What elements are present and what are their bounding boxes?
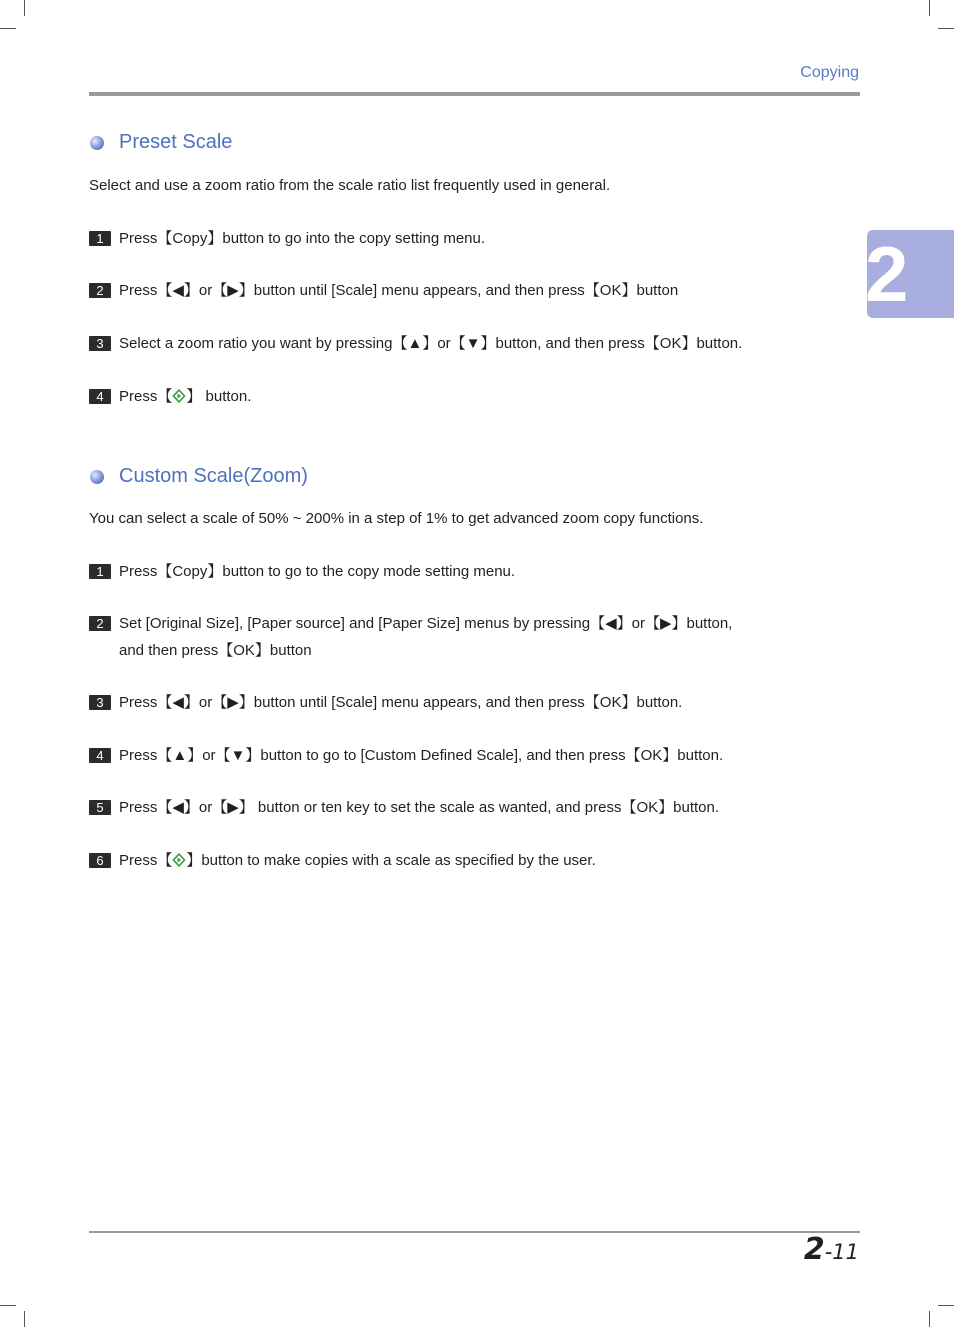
page-number-chapter: 2 (803, 1232, 825, 1267)
step-item (89, 277, 789, 304)
step-text: Select a zoom ratio you want by pressing【▲】or【▼】button, and then press【OK】button. (119, 335, 743, 352)
step-item (89, 330, 789, 357)
section-title-text: Preset Scale (119, 131, 233, 153)
start-icon (172, 853, 186, 867)
section-title-text: Custom Scale(Zoom) (119, 465, 308, 487)
page-number-page: -11 (824, 1240, 859, 1264)
step-number: 4 (89, 748, 111, 763)
step-text (119, 847, 596, 874)
step-item (89, 794, 789, 821)
start-icon (172, 389, 186, 403)
crop-mark (938, 28, 954, 29)
step-number: 1 (89, 231, 111, 246)
section-title-custom-scale (90, 465, 308, 488)
step-text: Press【◀】or【▶】button until [Scale] menu appears, and then press【OK】button (119, 282, 679, 299)
step-text-after: 】 button. (186, 388, 252, 405)
section-intro: You can select a scale of 50% ~ 200% in a step of 1% to get advanced zoom copy functions. (89, 510, 704, 527)
step-item (89, 225, 789, 252)
footer-rule (89, 1231, 860, 1233)
header-rule (89, 92, 860, 96)
step-text: Press【◀】or【▶】button until [Scale] menu appears, and then press【OK】button. (119, 694, 683, 711)
crop-mark (938, 1305, 954, 1306)
step-text (119, 383, 251, 410)
step-item (89, 558, 789, 585)
step-number: 6 (89, 853, 111, 868)
step-text-before: Press【 (119, 852, 173, 869)
step-number: 3 (89, 336, 111, 351)
page-number (804, 1232, 859, 1267)
step-text: Press【Copy】button to go into the copy setting menu. (119, 230, 486, 247)
step-item (89, 610, 789, 664)
chapter-tab (867, 230, 954, 318)
step-number: 1 (89, 564, 111, 579)
step-text: Press【Copy】button to go to the copy mode setting menu. (119, 563, 516, 580)
step-number: 2 (89, 283, 111, 298)
chapter-tab-number: 2 (865, 230, 909, 318)
step-number: 3 (89, 695, 111, 710)
step-text-before: Press【 (119, 388, 173, 405)
step-text: Set [Original Size], [Paper source] and [Paper Size] menus by pressing【◀】or【▶】button, and then press【OK】button (119, 615, 733, 659)
step-item (89, 383, 789, 410)
section-title-preset-scale (90, 131, 232, 154)
step-number: 5 (89, 800, 111, 815)
crop-mark (929, 1311, 930, 1327)
step-number: 4 (89, 389, 111, 404)
crop-mark (929, 0, 930, 16)
crop-mark (0, 28, 16, 29)
crop-mark (0, 1305, 16, 1306)
step-text: Press【◀】or【▶】 button or ten key to set the scale as wanted, and press【OK】button. (119, 799, 720, 816)
section-intro: Select and use a zoom ratio from the scale ratio list frequently used in general. (89, 177, 611, 194)
crop-mark (24, 1311, 25, 1327)
step-item (89, 689, 789, 716)
step-text: Press【▲】or【▼】button to go to [Custom Defined Scale], and then press【OK】button. (119, 747, 724, 764)
step-item (89, 847, 789, 874)
bullet-icon (90, 136, 104, 150)
step-text-after: 】button to make copies with a scale as specified by the user. (186, 852, 596, 869)
bullet-icon (90, 470, 104, 484)
step-number: 2 (89, 616, 111, 631)
running-head: Copying (800, 64, 859, 81)
crop-mark (24, 0, 25, 16)
step-item (89, 742, 789, 769)
